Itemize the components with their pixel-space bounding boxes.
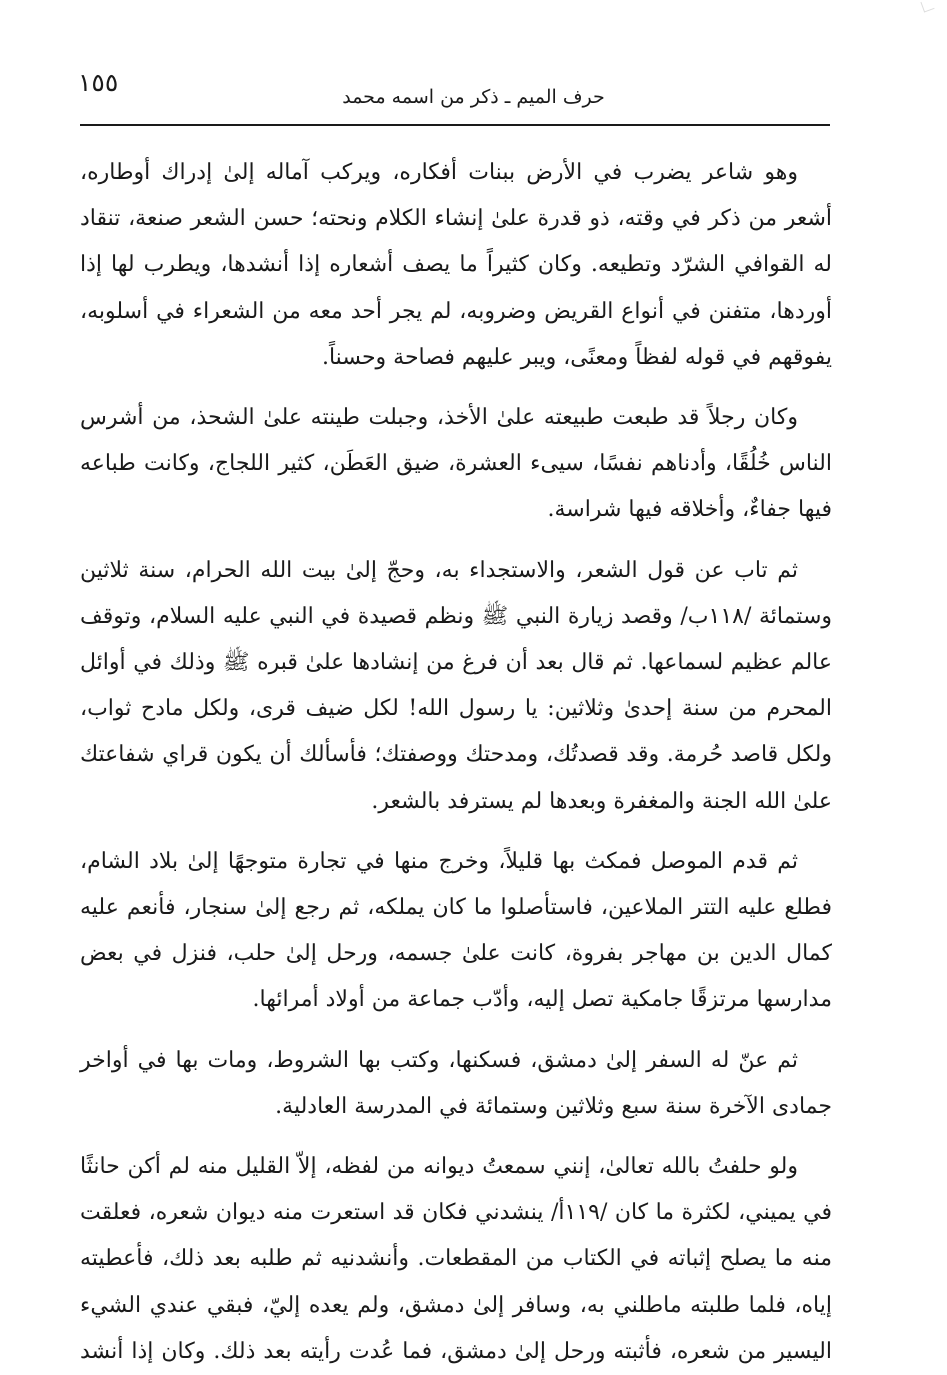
page-number: ١٥٥: [78, 68, 119, 97]
paragraph: ثم عنّ له السفر إلىٰ دمشق، فسكنها، وكتب بها الشروط، ومات بها في أواخر جمادى الآخرة سنة سبع وثلاثين وستمائة في المدرسة العادلية.: [80, 1047, 832, 1119]
paragraph: ثم قدم الموصل فمكث بها قليلاً، وخرج منها في تجارة متوجهًا إلىٰ بلاد الشام، فطلع عليه التتر الملاعين، فاستأصلوا ما كان يملكه، ثم رجع إلىٰ سنجار، فأنعم عليه كمال الدين بن مهاجر بفروة، كانت علىٰ جسمه، ورحل إلىٰ حلب، فنزل في بعض مدارسها مرتزقًا جامكية تصل إليه، وأدّب جماعة من أولاد أمرائها.: [80, 848, 832, 1013]
body-text: [80, 150, 832, 1375]
paragraph: ثم تاب عن قول الشعر، والاستجداء به، وحجّ إلىٰ بيت الله الحرام، سنة ثلاثين وستمائة /١١٨ب/ وقصد زيارة النبي ﷺ ونظم قصيدة في النبي عليه السلام، وتوقف عالم عظيم لسماعها. ثم قال بعد أن فرغ من إنشادها علىٰ قبره ﷺ وذلك في أوائل المحرم من سنة إحدىٰ وثلاثين: يا رسول الله! لكل ضيف قرى، ولكل مادح ثواب، ولكل قاصد حُرمة. وقد قصدتُك، ومدحتك ووصفتك؛ فأسألك أن يكون قراي شفاعتك علىٰ الله الجنة والمغفرة وبعدها لم يسترفد بالشعر.: [80, 557, 833, 814]
paragraph: وهو شاعر يضرب في الأرض ببنات أفكاره، ويركب آماله إلىٰ إدراك أوطاره، أشعر من ذكر في وقته، ذو قدرة علىٰ إنشاء الكلام ونحته؛ حسن الشعر صنعة، تنقاد له القوافي الشرّد وتطيعه. وكان كثيراً ما يصف أشعاره إذا أنشدها، ويطرب لها إذا أوردها، متفنن في أنواع القريض وضروبه، لم يجر أحد معه من الشعراء في أسلوبه، يفوقهم في قوله لفظاً ومعنًى، ويبر عليهم فصاحة وحسناً.: [80, 160, 832, 370]
running-head: حرف الميم ـ ذكر من اسمه محمد: [342, 86, 605, 108]
scan-corner-mark: [920, 0, 934, 13]
header-rule: [80, 124, 830, 126]
paragraph: ولو حلفتُ بالله تعالىٰ، إنني سمعتُ ديوانه من لفظه، إلاّ القليل منه لم أكن حانثًا في يميني، لكثرة ما كان /١١٩أ/ ينشدني فكان قد استعرت منه ديوان شعره، فعلقت منه ما يصلح إثباته في الكتاب من المقطعات. وأنشدنيه ثم طلبه بعد ذلك، فأعطيته إياه، فلما طلبته ماطلني به، وسافر إلىٰ دمشق، ولم يعده إليّ، فبقي عندي الشيء اليسير من شعره، فأثبته ورحل إلىٰ دمشق، فما عُدت رأيته بعد ذلك. وكان إذا أنشد: [80, 1154, 833, 1364]
paragraph: وكان رجلاً قد طبعت طبيعته علىٰ الأخذ، وجبلت طينته علىٰ الشحذ، من أشرس الناس خُلُقًا، وأدناهم نفسًا، سيىء العشرة، ضيق العَطَن، كثير اللجاج، وكانت طباعه فيها جفاءٌ، وأخلاقه فيها شراسة.: [80, 405, 832, 523]
